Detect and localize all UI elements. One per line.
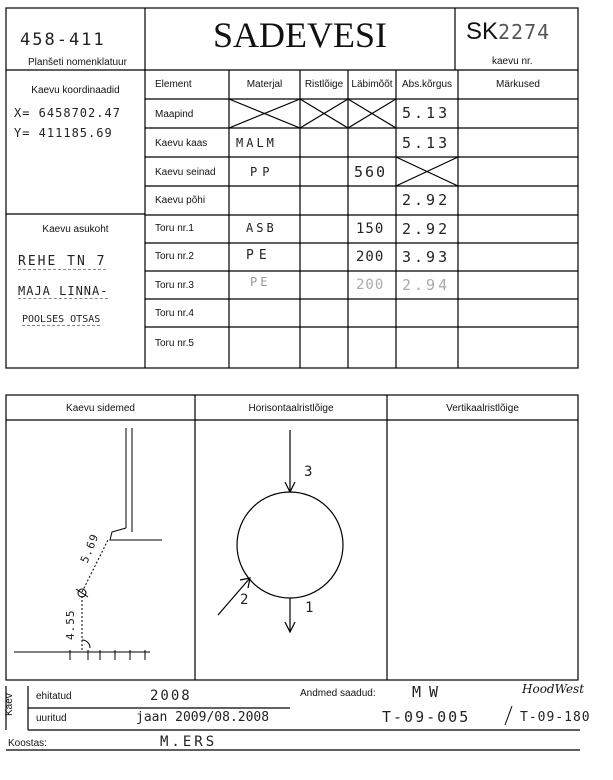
cell-diameter: 200 bbox=[356, 249, 385, 265]
side-label: Kaev bbox=[4, 693, 15, 716]
col-header-abs: Abs.kõrgus bbox=[401, 79, 453, 90]
coordinate-x: X= 6458702.47 bbox=[14, 106, 121, 120]
row-element: Toru nr.1 bbox=[155, 223, 194, 234]
compiled-value: M.ERS bbox=[160, 734, 218, 750]
cell-diameter: 200 bbox=[356, 277, 385, 293]
surveyed-label: uuritud bbox=[36, 713, 67, 724]
col-header-element: Element bbox=[155, 79, 192, 90]
cell-abs-height: 5.13 bbox=[402, 134, 451, 152]
built-label: ehitatud bbox=[36, 691, 72, 702]
cell-diameter: 560 bbox=[354, 163, 388, 181]
row-element: Kaevu seinad bbox=[155, 167, 216, 178]
sheet-label: Planšeti nomenklatuur bbox=[28, 57, 127, 68]
coordinate-y: Y= 411185.69 bbox=[14, 126, 113, 140]
row-element: Toru nr.4 bbox=[155, 308, 194, 319]
surveyed-value: jaan 2009/08.2008 bbox=[136, 710, 270, 725]
col-header-material: Materjal bbox=[246, 79, 283, 90]
location-line-2: MAJA LINNA- bbox=[18, 284, 109, 298]
cell-abs-height: 2.94 bbox=[402, 276, 451, 294]
pipe-label: 2 bbox=[240, 592, 251, 608]
cell-material: PE bbox=[246, 248, 272, 263]
data-source-code: T-09-005 bbox=[382, 708, 471, 726]
cell-material: PE bbox=[250, 275, 271, 289]
page-title: SADEVESI bbox=[212, 15, 387, 55]
location-label: Kaevu asukoht bbox=[42, 224, 109, 235]
data-source-value: MW bbox=[412, 683, 447, 701]
row-element: Maapind bbox=[155, 109, 194, 120]
cell-material: MALM bbox=[236, 136, 277, 150]
row-element: Kaevu põhi bbox=[155, 195, 206, 206]
section-label-horizontal: Horisontaalristlõige bbox=[248, 403, 334, 414]
location-line-3: POOLSES OTSAS bbox=[22, 314, 101, 325]
horizontal-section-drawing bbox=[218, 430, 343, 632]
cell-abs-height: 2.92 bbox=[402, 191, 451, 209]
row-element: Toru nr.2 bbox=[155, 251, 194, 262]
dimension-label: 5.69 bbox=[78, 531, 102, 565]
section-label-vertical: Vertikaalristlõige bbox=[446, 403, 519, 414]
data-source-label: Andmed saadud: bbox=[300, 688, 376, 699]
cell-material: ASB bbox=[246, 221, 277, 235]
location-line-1: REHE TN 7 bbox=[18, 254, 107, 269]
cell-abs-height: 2.92 bbox=[402, 220, 451, 238]
cell-abs-height: 3.93 bbox=[402, 248, 451, 266]
coordinates-label: Kaevu koordinaadid bbox=[31, 85, 120, 96]
section-label-ties: Kaevu sidemed bbox=[66, 403, 135, 414]
well-code-prefix: SK bbox=[466, 18, 499, 45]
dimension-label: 4.55 bbox=[64, 609, 77, 640]
col-header-ristloige: Ristlõige bbox=[304, 79, 344, 90]
sheet-number: 458-411 bbox=[20, 30, 106, 50]
built-value: 2008 bbox=[150, 688, 192, 704]
well-code bbox=[466, 18, 550, 46]
well-code-label: kaevu nr. bbox=[492, 56, 533, 67]
well-code-number: 2274 bbox=[498, 20, 551, 44]
cell-abs-height: 5.13 bbox=[402, 104, 451, 122]
pipe-label: 1 bbox=[305, 600, 316, 616]
row-element: Toru nr.3 bbox=[155, 280, 194, 291]
cell-material: PP bbox=[250, 165, 275, 179]
pipe-label: 3 bbox=[304, 464, 315, 480]
signature-code: T-09-180 bbox=[520, 710, 591, 725]
row-element: Kaevu kaas bbox=[155, 138, 208, 149]
col-header-labimoot: Läbimõõt bbox=[351, 79, 393, 90]
compiled-label: Koostas: bbox=[8, 738, 47, 749]
signature: HoodWest bbox=[522, 682, 585, 696]
col-header-notes: Märkused bbox=[496, 79, 540, 90]
cell-diameter: 150 bbox=[356, 221, 385, 237]
row-element: Toru nr.5 bbox=[155, 338, 194, 349]
